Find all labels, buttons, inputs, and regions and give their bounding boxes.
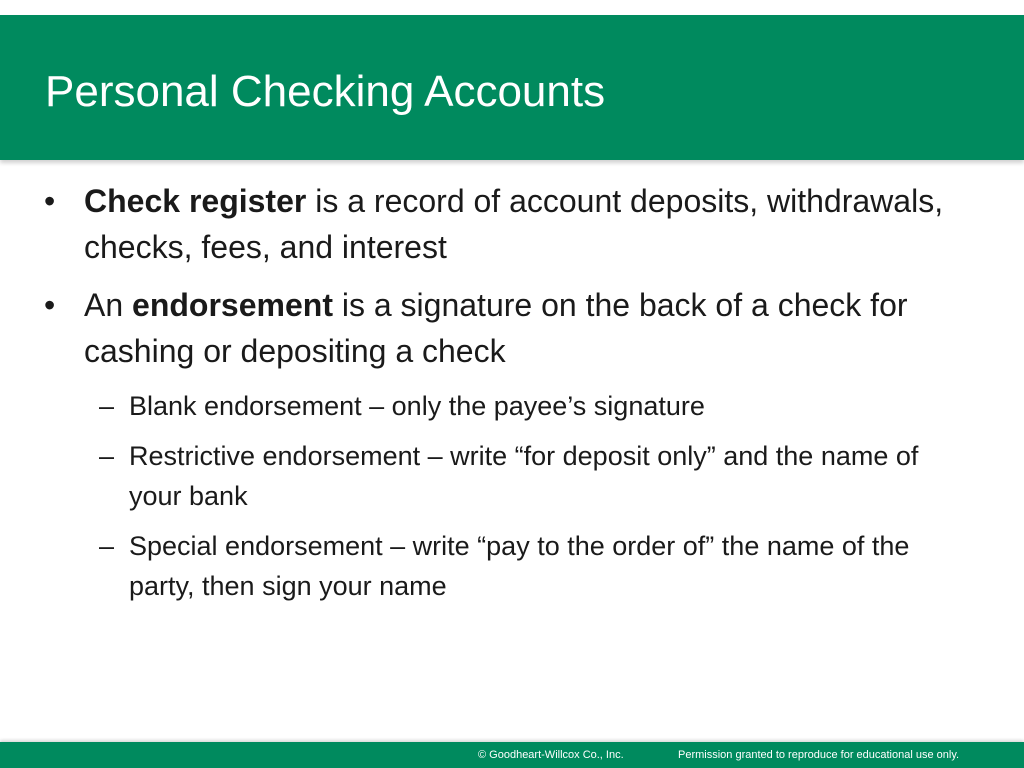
title-bar	[0, 15, 1024, 160]
footer-bar	[0, 742, 1024, 768]
sub-bullet-marker: –	[99, 391, 115, 421]
sub-bullet-marker: –	[99, 441, 115, 471]
bullet-text-prefix: An	[84, 287, 133, 323]
bullet-check-register	[0, 178, 1024, 270]
bullet-text: is a record of account deposits, withdrawals, checks, fees, and interest	[84, 183, 944, 265]
sub-bullet-text: Special endorsement – write “pay to the order of” the name of the party, then sign your name	[129, 531, 910, 601]
bullet-term: endorsement	[132, 287, 333, 323]
slide-body	[0, 178, 1024, 616]
top-strip	[0, 0, 1024, 15]
footer-copyright: © Goodheart-Willcox Co., Inc.	[478, 749, 624, 761]
sub-bullet-text: Restrictive endorsement – write “for deposit only” and the name of your bank	[129, 441, 919, 511]
sub-bullet-restrictive-endorsement	[0, 436, 1024, 516]
bullet-marker: •	[44, 287, 56, 323]
bullet-term: Check register	[84, 183, 307, 219]
sub-bullet-marker: –	[99, 531, 115, 561]
footer-permission: Permission granted to reproduce for educational use only.	[678, 749, 960, 761]
sub-bullet-blank-endorsement	[0, 386, 1024, 426]
bullet-text: is a signature on the back of a check for cashing or depositing a check	[84, 287, 908, 369]
sub-bullet-text: Blank endorsement – only the payee’s signature	[129, 391, 705, 421]
slide-title: Personal Checking Accounts	[45, 67, 606, 116]
sub-bullet-special-endorsement	[0, 526, 1024, 606]
bullet-marker: •	[44, 183, 56, 219]
bullet-endorsement	[0, 282, 1024, 374]
